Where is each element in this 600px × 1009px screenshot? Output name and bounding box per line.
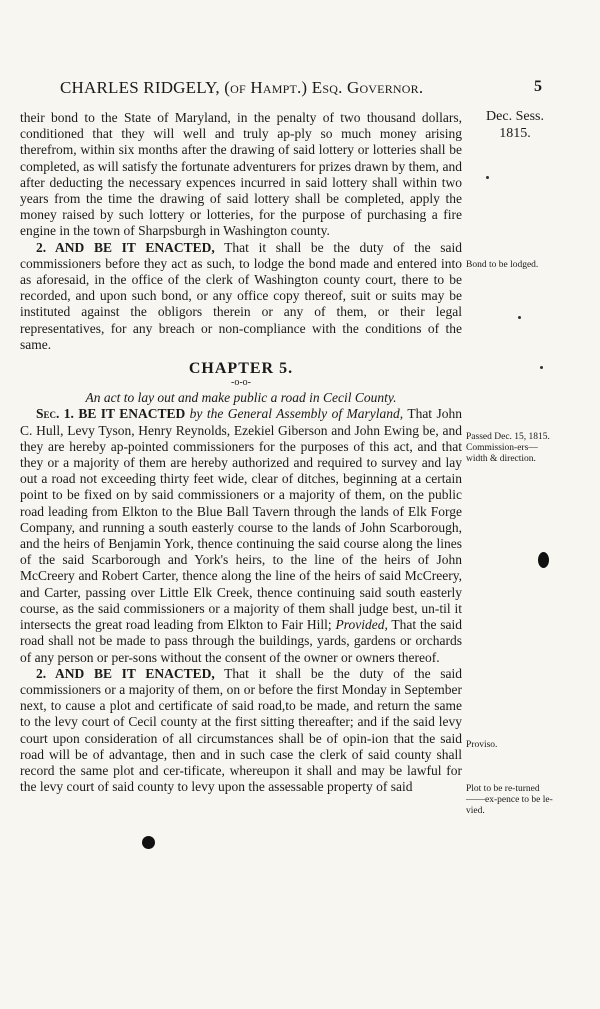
running-header	[60, 78, 550, 98]
paragraph-chapter5-section-1	[20, 406, 462, 665]
sec1-assembly: by the General Assembly of Maryland,	[185, 406, 404, 422]
margin-note-plot: Plot to be re-turned——ex-pence to be le-vied.	[466, 784, 553, 816]
ink-speck	[518, 316, 521, 319]
ink-blot	[538, 552, 549, 568]
margin-note-bond: Bond to be lodged.	[466, 260, 539, 270]
page-title: CHARLES RIDGELY, (of Hampt.) Esq. Governor.	[60, 78, 424, 97]
ink-speck	[486, 176, 489, 179]
margin-note-session: Dec. Sess. 1815.	[486, 109, 544, 141]
sec2-lead: 2. AND BE IT ENACTED,	[36, 665, 215, 681]
sec1-text: That John C. Hull, Levy Tyson, Henry Reynolds, Ezekiel Giberson and John Ewing be, and they are hereby ap-pointed commissioners for the purposes of this act, and that they or a majority of them are hereby authorized and required to survey and lay out a road not exceeding thirty feet wide, clear of ditches, beginning at a certain point to be fixed on by said commissioners or a majority of them, on the public road leading from Elkton to the Blue Ball Tavern through the lands of Elk Forge Company, and running a south easterly course to the lands of John Scarborough, and the heirs of Benjamin York, thence continuing the said course along the lines of the said Scarborough and York's heirs, to the line of the heirs of John McCreery and Robert Carter, thence along the line of the heirs of said McCreery, and Carter, passing over Little Elk Creek, thence continuing said south easterly course, as the said commissioners or a majority of them shall judge best, un-til it intersects the great road leading from Elkton to Fair Hill;	[20, 406, 462, 633]
act-title: An act to lay out and make public a road in Cecil County.	[85, 390, 397, 406]
margin-note-passed: Passed Dec. 15, 1815. Commission-ers—width & direction.	[466, 432, 550, 464]
ink-blot	[142, 836, 155, 849]
main-text	[20, 110, 462, 795]
paragraph-continued: their bond to the State of Maryland, in the penalty of two thousand dollars, conditioned that they will well and truly ap-ply so much money arising therefrom, within six months after the drawing of said lottery or lotteries shall be completed, as will satisfy the fortunate adventurers for prizes drawn by them, and after deducting the necessary expences incurred in said lottery shall within two years from the time the drawing of said lottery shall be completed, apply the money raised by such lottery or lotteries, for the purpose of purchasing a fire engine in the town of Sharpsburgh in Washington county.	[20, 110, 462, 239]
sec1-end: That the said road shall not be made to pass through the buildings, yards, gardens or orchards of any person or per-sons without the consent of the owner or owners thereof.	[20, 617, 463, 665]
provided-word: Provided,	[331, 617, 388, 633]
section-2-text: That it shall be the duty of the said commissioners before they act as such, to lodge the bond made and entered into as aforesaid, in the office of the clerk of Washington county court, there to be recorded, and upon such bond, or any office copy thereof, suit or suits may be instituted against the obligors therein or any of them, or their legal representatives, for any breach or non-compliance with the conditions of the same.	[20, 239, 462, 352]
section-2-lead: 2. AND BE IT ENACTED,	[36, 239, 215, 255]
chapter-heading: CHAPTER 5.	[188, 360, 294, 378]
ornament-divider: -o-o-	[231, 377, 251, 389]
ink-speck	[540, 366, 543, 369]
paragraph-chapter5-section-2	[20, 666, 462, 796]
sec2-text: That it shall be the duty of the said commissioners or a majority of them, on or before the first Monday in September next, to cause a plot and certificate of said road,to be made, and return the same to the levy court of Cecil county at the first sitting thereafter; and if the said levy court upon consideration of all circumstances shall be of opin-ion that the said road will be of advantage, then and in such case the clerk of said county shall record the same plot and cer-tificate, whereupon it shall and may be lawful for the levy court of said county to levy upon the assessable property of said	[20, 665, 462, 795]
sec1-lead: Sec. 1. BE IT ENACTED	[36, 406, 186, 422]
page-number: 5	[534, 78, 543, 95]
margin-note-proviso: Proviso.	[466, 740, 498, 750]
paragraph-section-2	[20, 240, 462, 353]
